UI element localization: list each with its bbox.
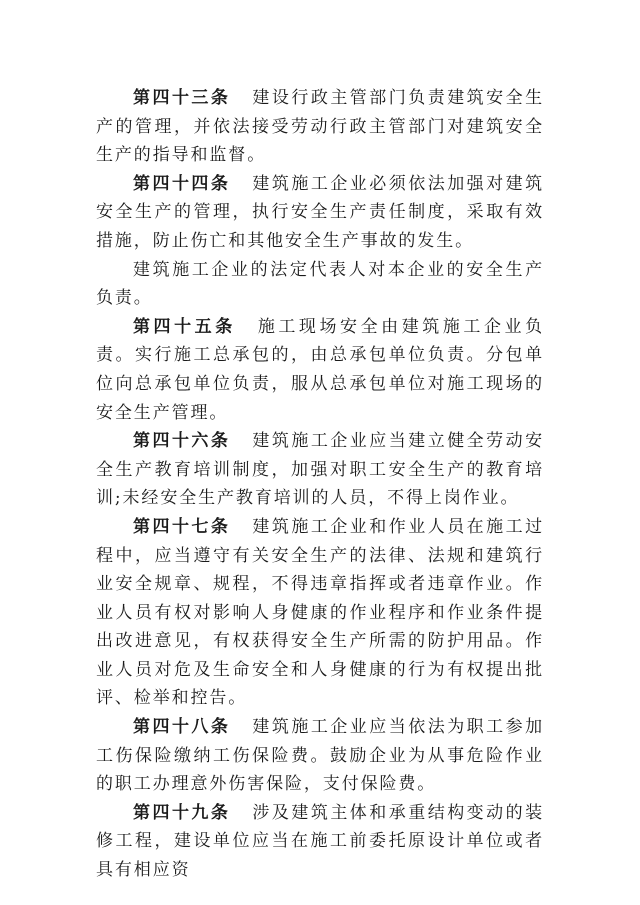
article-number: 第四十四条	[133, 173, 231, 194]
article-46	[96, 427, 544, 513]
article-number: 第四十六条	[133, 431, 231, 452]
article-text: 建筑施工企业的法定代表人对本企业的安全生产负责。	[96, 259, 544, 309]
article-49	[96, 799, 544, 885]
article-48	[96, 713, 544, 799]
article-text: 建设行政主管部门负责建筑安全生产的管理，并依法接受劳动行政主管部门对建筑安全生产的指导和监督。	[96, 88, 545, 166]
article-47	[96, 513, 544, 713]
document-body	[96, 84, 544, 885]
article-text: 施工现场安全由建筑施工企业负责。实行施工总承包的，由总承包单位负责。分包单位向总承包单位负责，服从总承包单位对施工现场的安全生产管理。	[96, 316, 544, 423]
article-number: 第四十九条	[133, 802, 231, 823]
article-number: 第四十八条	[133, 717, 231, 738]
article-text: 建筑施工企业应当建立健全劳动安全生产教育培训制度，加强对职工安全生产的教育培训;未经安全生产教育培训的人员，不得上岗作业。	[96, 431, 545, 509]
article-number: 第四十五条	[133, 316, 236, 337]
article-text: 建筑施工企业应当依法为职工参加工伤保险缴纳工伤保险费。鼓励企业为从事危险作业的职工办理意外伤害保险，支付保险费。	[96, 717, 545, 795]
article-44-second-paragraph	[96, 256, 544, 313]
article-number: 第四十三条	[133, 88, 231, 108]
article-text: 涉及建筑主体和承重结构变动的装修工程，建设单位应当在施工前委托原设计单位或者具有相应资	[96, 802, 545, 881]
article-44	[96, 170, 544, 256]
article-text: 建筑施工企业必须依法加强对建筑安全生产的管理，执行安全生产责任制度，采取有效措施，防止伤亡和其他安全生产事故的发生。	[96, 173, 545, 251]
article-45	[96, 313, 544, 427]
article-text: 建筑施工企业和作业人员在施工过程中，应当遵守有关安全生产的法律、法规和建筑行业安全规章、规程，不得违章指挥或者违章作业。作业人员有权对影响人身健康的作业程序和作业条件提出改进意见，有权获得安全生产所需的防护用品。作业人员对危及生命安全和人身健康的行为有权提出批评、检举和控告。	[96, 516, 545, 709]
article-43	[96, 84, 544, 170]
article-number: 第四十七条	[133, 516, 231, 537]
